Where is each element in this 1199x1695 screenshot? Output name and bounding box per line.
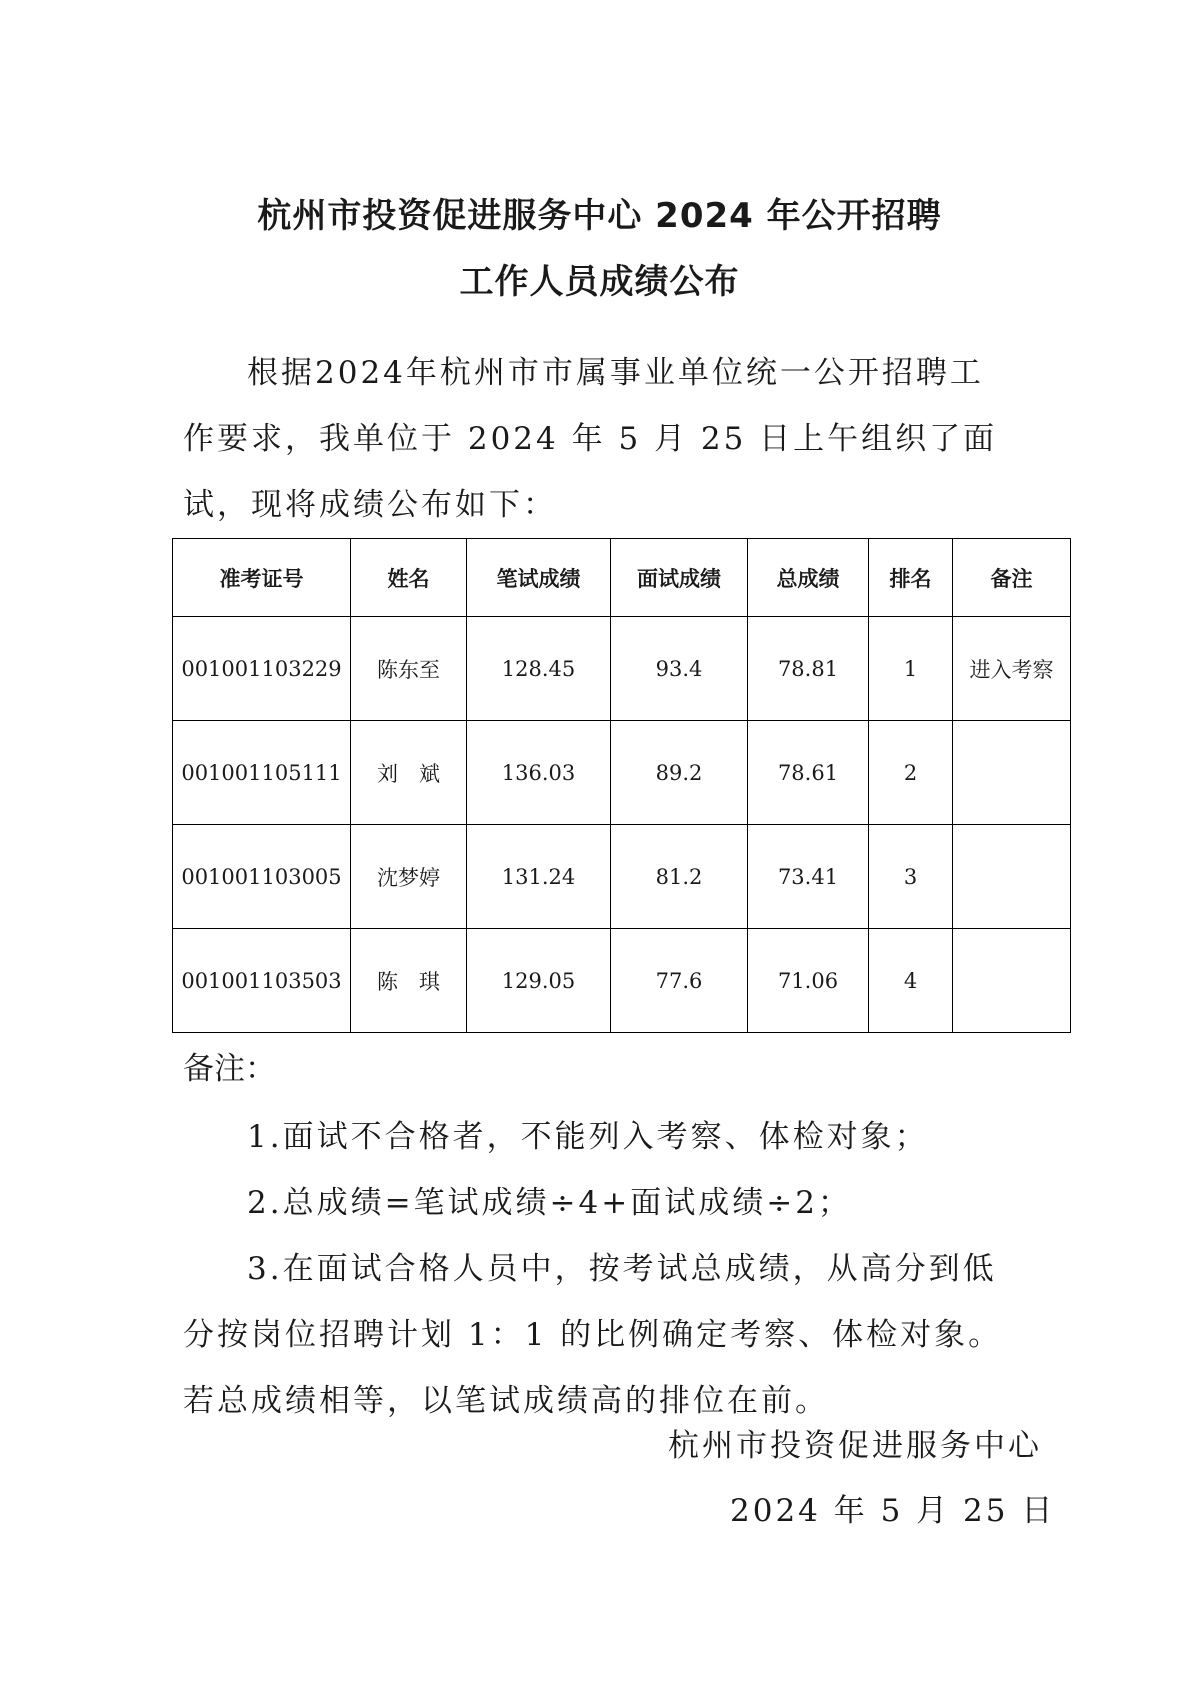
results-table xyxy=(172,538,1071,1033)
note-item-3: 3.在面试合格人员中，按考试总成绩，从高分到低分按岗位招聘计划 1：1 的比例确定考察、体检对象。若总成绩相等，以笔试成绩高的排位在前。 xyxy=(183,1251,1003,1419)
cell-rank: 2 xyxy=(869,721,953,825)
cell-remark: 进入考察 xyxy=(953,617,1071,721)
cell-exam-id: 001001103503 xyxy=(173,929,351,1033)
cell-name: 陈 琪 xyxy=(351,929,467,1033)
cell-remark xyxy=(953,825,1071,929)
header-total-score: 总成绩 xyxy=(748,539,869,617)
cell-written-score: 129.05 xyxy=(467,929,611,1033)
cell-total-score: 73.41 xyxy=(748,825,869,929)
header-written-score: 笔试成绩 xyxy=(467,539,611,617)
table-row xyxy=(173,617,1071,721)
cell-total-score: 71.06 xyxy=(748,929,869,1033)
cell-exam-id: 001001103229 xyxy=(173,617,351,721)
header-rank: 排名 xyxy=(869,539,953,617)
notes-heading: 备注： xyxy=(183,1051,276,1087)
note-item-2: 2.总成绩=笔试成绩÷4+面试成绩÷2； xyxy=(247,1185,852,1221)
table-row xyxy=(173,721,1071,825)
header-exam-id: 准考证号 xyxy=(173,539,351,617)
header-name: 姓名 xyxy=(351,539,467,617)
cell-interview-score: 77.6 xyxy=(611,929,748,1033)
cell-exam-id: 001001103005 xyxy=(173,825,351,929)
cell-rank: 1 xyxy=(869,617,953,721)
document-title-line-1: 杭州市投资促进服务中心 2024 年公开招聘 xyxy=(257,196,942,236)
signature-organization: 杭州市投资促进服务中心 xyxy=(668,1428,1042,1464)
cell-total-score: 78.81 xyxy=(748,617,869,721)
cell-name: 沈梦婷 xyxy=(351,825,467,929)
header-interview-score: 面试成绩 xyxy=(611,539,748,617)
cell-written-score: 136.03 xyxy=(467,721,611,825)
header-remark: 备注 xyxy=(953,539,1071,617)
intro-paragraph: 根据2024年杭州市市属事业单位统一公开招聘工作要求，我单位于 2024 年 5 月 25 日上午组织了面试，现将成绩公布如下： xyxy=(183,355,998,523)
cell-interview-score: 81.2 xyxy=(611,825,748,929)
cell-written-score: 131.24 xyxy=(467,825,611,929)
document-title-line-2: 工作人员成绩公布 xyxy=(459,262,740,302)
cell-remark xyxy=(953,721,1071,825)
cell-total-score: 78.61 xyxy=(748,721,869,825)
cell-remark xyxy=(953,929,1071,1033)
cell-name: 陈东至 xyxy=(351,617,467,721)
cell-interview-score: 89.2 xyxy=(611,721,748,825)
cell-rank: 3 xyxy=(869,825,953,929)
cell-name: 刘 斌 xyxy=(351,721,467,825)
cell-exam-id: 001001105111 xyxy=(173,721,351,825)
cell-rank: 4 xyxy=(869,929,953,1033)
table-header-row xyxy=(173,539,1071,617)
cell-written-score: 128.45 xyxy=(467,617,611,721)
note-item-1: 1.面试不合格者，不能列入考察、体检对象； xyxy=(247,1119,929,1155)
table-row xyxy=(173,929,1071,1033)
signature-date: 2024 年 5 月 25 日 xyxy=(730,1493,1056,1529)
table-row xyxy=(173,825,1071,929)
cell-interview-score: 93.4 xyxy=(611,617,748,721)
